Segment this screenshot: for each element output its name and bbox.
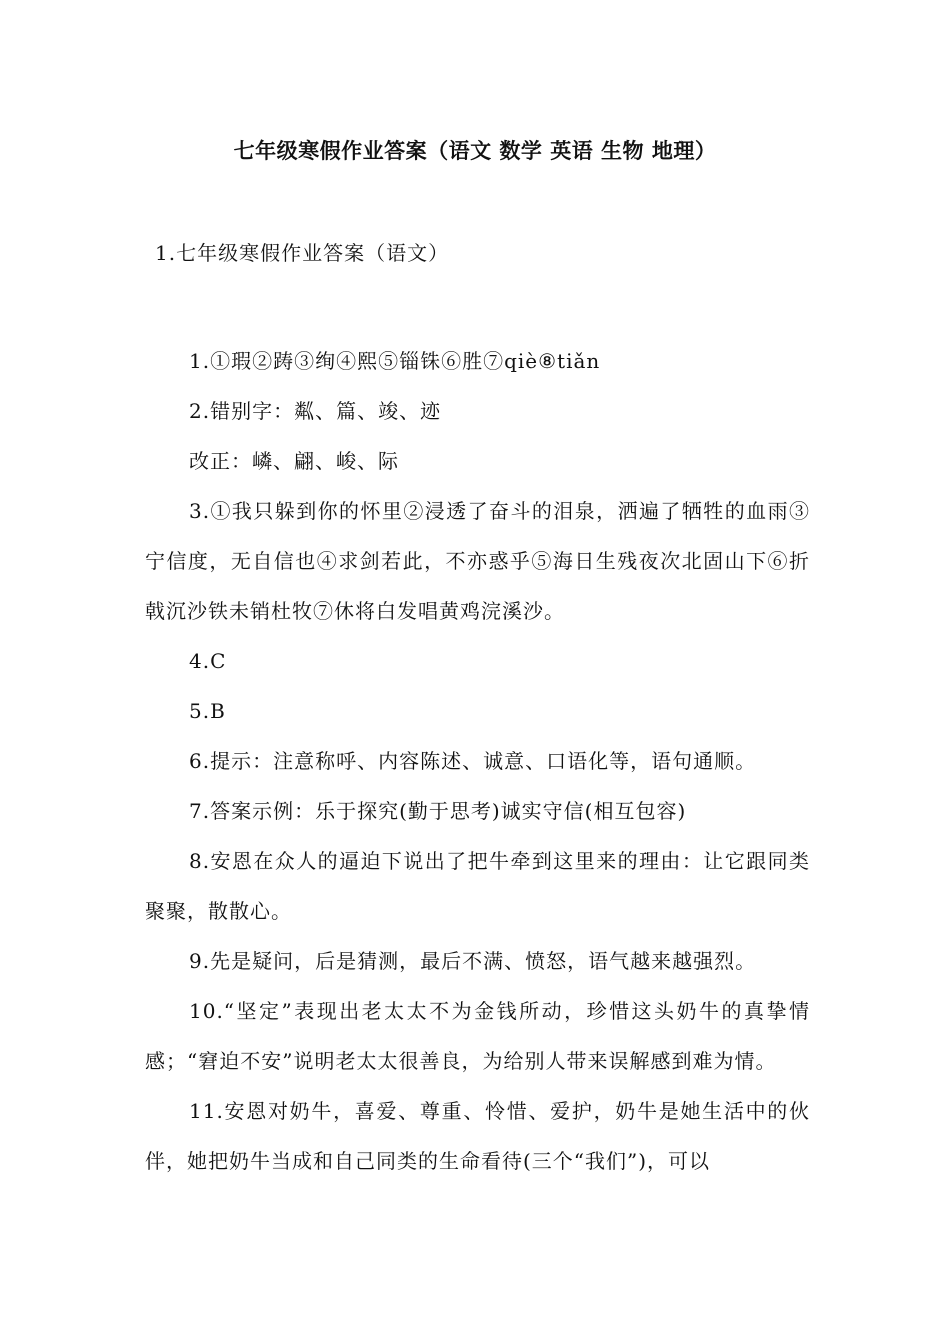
answer-paragraph: 3.①我只躲到你的怀里②浸透了奋斗的泪泉，洒遍了牺牲的血雨③宁信度，无自信也④求剑若此，不亦惑乎⑤海日生残夜次北固山下⑥折戟沉沙铁未销杜牧⑦休将白发唱黄鸡浣溪沙。 (145, 499, 810, 623)
answer-paragraph: 8.安恩在众人的逼迫下说出了把牛牵到这里来的理由：让它跟同类聚聚，散散心。 (145, 849, 810, 923)
answer-paragraph: 11.安恩对奶牛，喜爱、尊重、怜惜、爱护，奶牛是她生活中的伙伴，她把奶牛当成和自己同类的生命看待(三个“我们”)，可以 (145, 1099, 810, 1173)
answer-paragraph: 1.①瑕②踌③绚④熙⑤锱铢⑥胜⑦qiè⑧tiǎn (189, 349, 601, 373)
answer-paragraph: 7.答案示例：乐于探究(勤于思考)诚实守信(相互包容) (189, 799, 687, 823)
answer-body (145, 336, 810, 1186)
answer-paragraph: 9.先是疑问，后是猜测，最后不满、愤怒，语气越来越强烈。 (189, 949, 757, 973)
answer-paragraph: 2.错别字：粼、篇、竣、迹 (189, 399, 442, 423)
answer-paragraph: 6.提示：注意称呼、内容陈述、诚意、口语化等，语句通顺。 (189, 749, 757, 773)
answer-paragraph: 5.B (189, 699, 226, 723)
answer-paragraph: 4.C (189, 649, 227, 673)
section-heading: 1.七年级寒假作业答案（语文） (155, 241, 450, 265)
answer-paragraph: 10.“坚定”表现出老太太不为金钱所动，珍惜这头奶牛的真挚情感；“窘迫不安”说明老太太很善良，为给别人带来误解感到难为情。 (145, 999, 810, 1073)
answer-paragraph: 改正：嶙、翩、峻、际 (189, 449, 399, 473)
document-title: 七年级寒假作业答案（语文 数学 英语 生物 地理） (233, 139, 717, 163)
